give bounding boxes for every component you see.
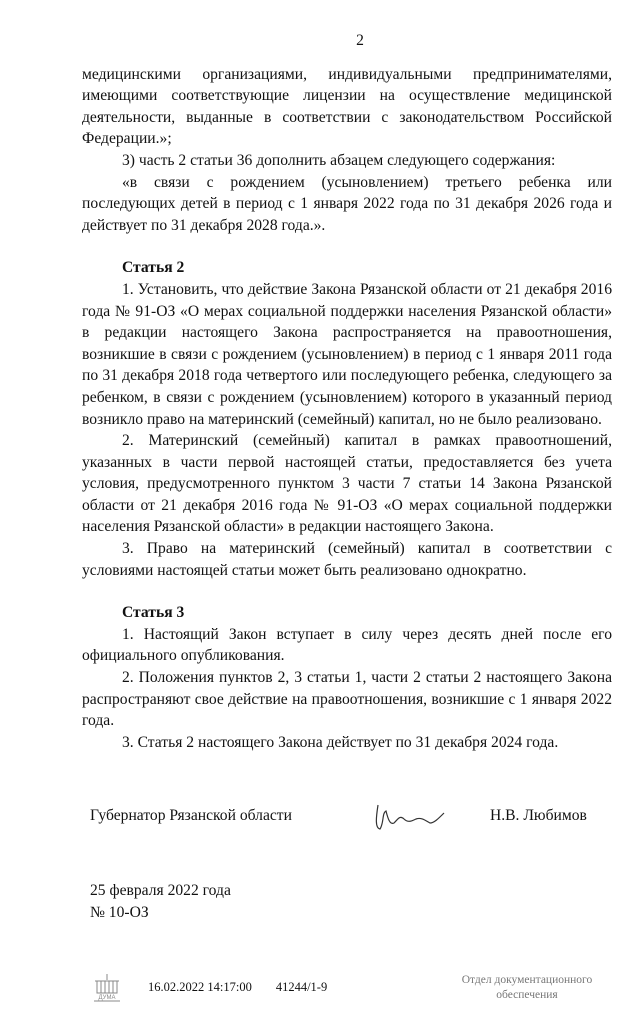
article-3 [82, 602, 612, 753]
paragraph: 2. Материнский (семейный) капитал в рамках правоотношений, указанных в части первой настоящей статьи, предоставляется без учета условия, предусмотренного пунктом 3 части 7 статьи 14 Закона Рязанской области от 21 декабря 2016 года № 91-ОЗ «О мерах социальной поддержки населения Рязанской области» в редакции настоящего Закона. [82, 432, 612, 536]
article-title: Статья 3 [122, 604, 185, 622]
signing-date: 25 февраля 2022 года [90, 882, 231, 900]
paragraph: медицинскими организациями, индивидуальными предпринимателями, имеющими соответствующие лицензии на осуществление медицинской деятельности, выданные в соответствии с законодательством Российской Федерации.»; [82, 65, 612, 148]
stamp-line: Отдел документационного [461, 973, 593, 986]
signatory-position: Губернатор Рязанской области [90, 807, 292, 825]
intro-section [82, 64, 612, 237]
paragraph: 2. Положения пунктов 2, 3 статьи 1, части 2 статьи 2 настоящего Закона распространяют свое действие на правоотношения, возникшие с 1 января 2022 года. [82, 669, 612, 730]
article-2 [82, 257, 612, 581]
page-number: 2 [356, 32, 364, 49]
stamp-line: обеспечения [496, 988, 558, 1001]
handwritten-signature [370, 793, 450, 838]
duma-logo-icon [92, 972, 122, 1004]
paragraph: 1. Настоящий Закон вступает в силу через десять дней после его официального опубликования. [82, 625, 612, 665]
date-block [82, 880, 612, 923]
signature-row [82, 793, 612, 838]
registration-timestamp: 16.02.2022 14:17:00 [148, 980, 252, 995]
paragraph: 3. Право на материнский (семейный) капитал в соответствии с условиями настоящей статьи может быть реализовано однократно. [82, 540, 612, 579]
signatory-name: Н.В. Любимов [489, 807, 587, 825]
footer [82, 972, 612, 1004]
paragraph: 1. Установить, что действие Закона Рязанской области от 21 декабря 2016 года № 91-ОЗ «О мерах социальной поддержки населения Рязанской области» в редакции настоящего Закона распространяется на правоотношения, возникшие в связи с рождением (усыновлением) в период с 1 января 2011 года по 31 декабря 2018 года четвертого или последующего ребенка, следующего за ребенком, в связи с рождением (усыновлением) которого в указанный период возникло право на материнский (семейный) капитал, но не было реализовано. [82, 280, 612, 428]
department-stamp [442, 973, 612, 1003]
paragraph: 3) часть 2 статьи 36 дополнить абзацем следующего содержания: [122, 151, 556, 169]
law-number: № 10-ОЗ [90, 904, 149, 921]
svg-text:ДУМА: ДУМА [98, 994, 116, 1001]
article-title: Статья 2 [122, 259, 185, 277]
paragraph: 3. Статья 2 настоящего Закона действует по 31 декабря 2024 года. [122, 733, 559, 751]
registration-number: 41244/1-9 [275, 980, 328, 995]
paragraph: «в связи с рождением (усыновлением) третьего ребенка или последующих детей в период с 1 января 2022 года по 31 декабря 2026 года и действует по 31 декабря 2028 года.». [82, 173, 612, 234]
